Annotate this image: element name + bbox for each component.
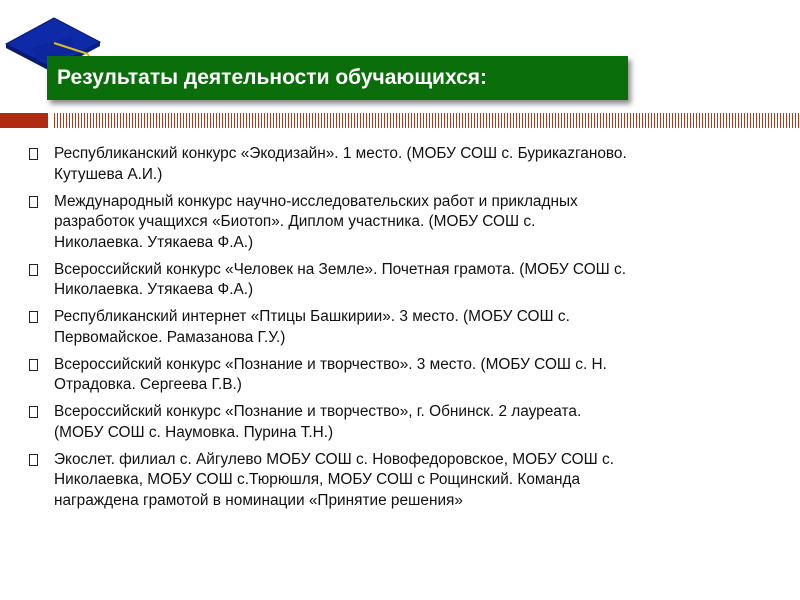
list-item-line: Международный конкурс научно-исследовательских работ и прикладных [54, 192, 578, 210]
list-item-line: Николаевка, МОБУ СОШ с.Тюрюшля, МОБУ СОШ с Рощинский. Команда [54, 471, 581, 488]
list-item-line: (МОБУ СОШ с. Наумовка. Пурина Т.Н.) [54, 423, 334, 441]
list-item-line: Всероссийский конкурс «Познание и творчество», г. Обнинск. 2 лауреата. [54, 403, 582, 420]
list-item [29, 450, 789, 512]
list-item-line: разработок учащихся «Биотоп». Диплом участника. (МОБУ СОШ с. [54, 213, 536, 230]
list-item [29, 355, 789, 396]
decorative-stripe-left [0, 113, 48, 128]
list-item-line: Кутушева А.И.) [54, 165, 163, 183]
bullet-box-icon [29, 311, 38, 323]
bullet-box-icon [29, 359, 38, 371]
list-item-line: Отрадовка. Сергеева Г.В.) [54, 376, 242, 393]
list-item-line: Николаевка. Утякаева Ф.А.) [54, 233, 254, 251]
title-banner [47, 56, 628, 100]
list-item [29, 402, 789, 443]
list-item-line: Всероссийский конкурс «Человек на Земле». Почетная грамота. (МОБУ СОШ с. [54, 260, 627, 278]
bullet-box-icon [29, 264, 38, 276]
list-item [29, 260, 789, 301]
list-item-line: Экослет. филиал с. Айгулево МОБУ СОШ с. Новофедоровское, МОБУ СОШ с. [54, 450, 614, 468]
page-title: Результаты деятельности обучающихся: [57, 66, 488, 89]
bullet-box-icon [29, 406, 38, 418]
decorative-stripe-right [54, 113, 800, 128]
list-item [29, 192, 789, 254]
list-item-line: Республиканский конкурс «Экодизайн». 1 место. (МОБУ СОШ с. Бурикazганово. [54, 145, 627, 162]
results-list [29, 144, 789, 518]
list-item-line: Николаевка. Утякаева Ф.А.) [54, 281, 254, 298]
list-item [29, 144, 789, 185]
list-item-line: Всероссийский конкурс «Познание и творчество». 3 место. (МОБУ СОШ с. Н. [54, 355, 607, 373]
list-item-line: Республиканский интернет «Птицы Башкирии». 3 место. (МОБУ СОШ с. [54, 308, 570, 325]
bullet-box-icon [29, 454, 38, 466]
bullet-box-icon [29, 196, 38, 208]
list-item [29, 307, 789, 348]
bullet-box-icon [29, 148, 38, 160]
list-item-line: награждена грамотой в номинации «Принятие решения» [54, 491, 463, 509]
list-item-line: Первомайское. Рамазанова Г.У.) [54, 328, 286, 346]
